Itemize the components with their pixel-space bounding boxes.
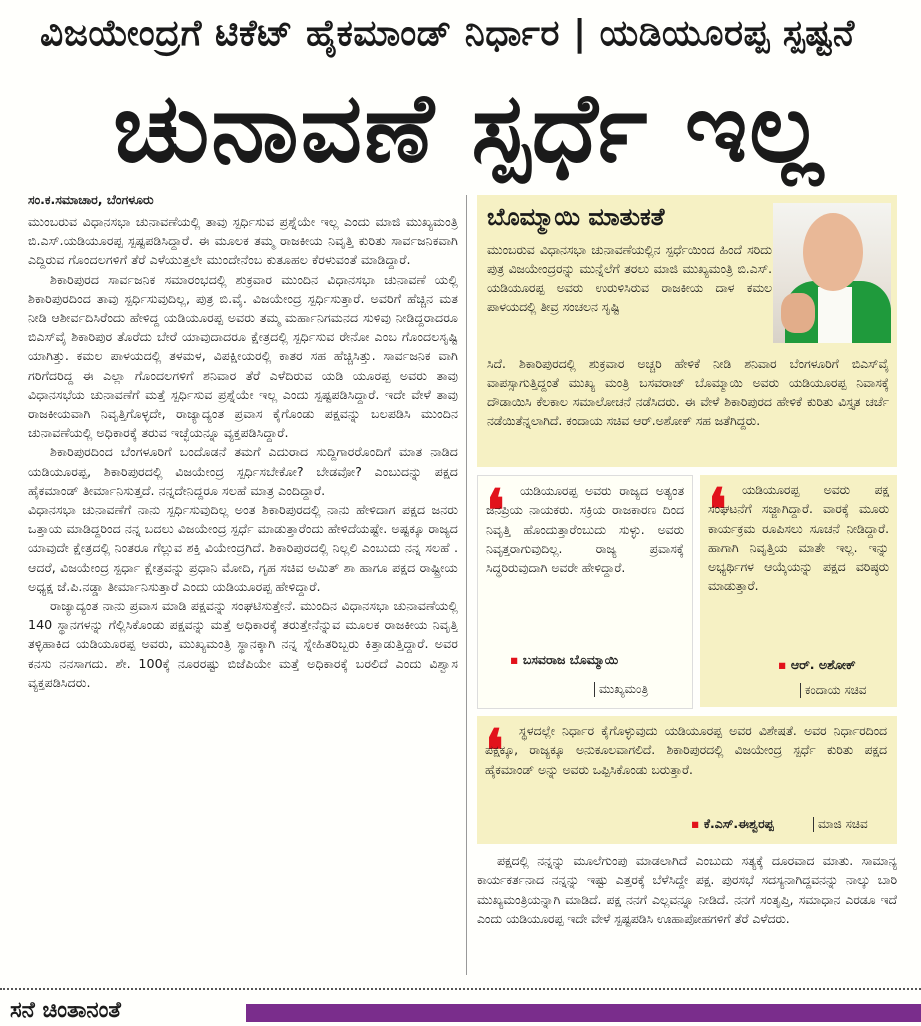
quote-box-ashok (700, 475, 897, 707)
story-paragraph: ರಾಜ್ಯಾದ್ಯಂತ ನಾನು ಪ್ರವಾಸ ಮಾಡಿ ಪಕ್ಷವನ್ನು ಸಂಘಟಿಸುತ್ತೇನೆ. ಮುಂದಿನ ವಿಧಾನಸಭಾ ಚುನಾವಣೆಯಲ್ಲಿ 140 ಸ್ಥಾನಗಳನ್ನು ಗೆಲ್ಲಿಸಿಕೊಂಡು ಪಕ್ಷವನ್ನು ಮತ್ತೆ ಅಧಿಕಾರಕ್ಕೆ ತರುತ್ತೇನೆನ್ನುವ ಮೂಲಕ ರಾಜಕೀಯ ನಿವೃತ್ತಿ ತಳ್ಳಿಹಾಕಿದ ಯಡಿಯೂರಪ್ಪ ಅವರು, ಮುಖ್ಯಮಂತ್ರಿ ಸ್ಥಾನಕ್ಕಾಗಿ ನನ್ನ ಸ್ನೇಹಿತರಿಬ್ಬರು ಕಿತ್ತಾಡುತ್ತಿದ್ದಾರೆ. ಅವರ ಕನಸು ನನಸಾಗದು. ಶೇ. 100ಕ್ಕೆ ನೂರರಷ್ಟು ಬಿಜೆಪಿಯೇ ಮತ್ತೆ ಅಧಿಕಾರಕ್ಕೆ ಬರಲಿದೆ ಎಂದು ವಿಶ್ವಾಸ ವ್ಯಕ್ತಪಡಿಸಿದರು. (28, 598, 458, 690)
quote-name: ಆರ್. ಅಶೋಕ್ (790, 657, 856, 672)
bullet-icon: ▪ (691, 816, 704, 831)
portrait-shirt (818, 287, 852, 343)
quote-name: ಬಸವರಾಜ ಬೊಮ್ಮಾಯಿ (522, 652, 619, 667)
quote-role: ಮಾಜಿ ಸಚಿವ (813, 817, 868, 832)
quote-text: ಯಡಿಯೂರಪ್ಪ ಅವರು ರಾಜ್ಯದ ಅತ್ಯಂತ ಜನಪ್ರಿಯ ನಾಯಕರು. ಸಕ್ರಿಯ ರಾಜಕಾರಣ ದಿಂದ ನಿವೃತ್ತಿ ಹೊಂದುತ್ತಾರೆಂಬುದು ಸುಳ್ಳು. ಅವರು ನಿವೃತ್ತರಾಗುವುದಿಲ್ಲ. ರಾಜ್ಯ ಪ್ರವಾಸಕ್ಕೆ ಸಿದ್ಧರಿರುವುದಾಗಿ ಅವರೇ ಹೇಳಿದ್ದಾರೆ. (486, 484, 684, 576)
sidebar-title: ಬೊಮ್ಮಾಯಿ ಮಾತುಕತೆ (487, 203, 665, 231)
column-divider (466, 195, 467, 975)
sidebar-body-bottom: ಸಿದೆ. ಶಿಕಾರಿಪುರದಲ್ಲಿ ಶುಕ್ರವಾರ ಅಚ್ಚರಿ ಹೇಳಿಕೆ ನೀಡಿ ಶನಿವಾರ ಬೆಂಗಳೂರಿಗೆ ಬಿಎಸ್‌ವೈ ವಾಪಸ್ಸಾಗುತ್ತಿದ್ದಂತೆ ಮುಖ್ಯ ಮಂತ್ರಿ ಬಸವರಾಜ್ ಬೊಮ್ಮಾಯಿ ಅವರು ಯಡಿಯೂರಪ್ಪ ನಿವಾಸಕ್ಕೆ ದೌಡಾಯಿಸಿ ಕೆಲಕಾಲ ಸಮಾಲೋಚನೆ ನಡೆಸಿದರು. ಈ ವೇಳೆ ಶಿಕಾರಿಪುರದ ಹೇಳಿಕೆ ಕುರಿತು ವಿಸ್ತೃತ ಚರ್ಚೆ ನಡೆಯಿತೆನ್ನಲಾಗಿದೆ. ಕಂದಾಯ ಸಚಿವ ಆರ್.ಅಶೋಕ್ ಸಹ ಜತೆಗಿದ್ದರು. (487, 357, 889, 428)
main-headline: ಚುನಾವಣೆ ಸ್ಪರ್ಧೆ ಇಲ್ಲ (113, 72, 825, 184)
quote-name: ಕೆ.ಎಸ್.ಈಶ್ವರಪ್ಪ (703, 816, 774, 831)
section-divider (0, 988, 921, 990)
story-paragraph: ವಿಧಾನಸಭಾ ಚುನಾವಣೆಗೆ ನಾನು ಸ್ಪರ್ಧಿಸುವುದಿಲ್ಲ ಅಂತ ಶಿಕಾರಿಪುರದಲ್ಲಿ ನಾನು ಹೇಳಿದಾಗ ಪಕ್ಷದ ಜನರು ಒತ್ತಾಯ ಮಾಡಿದ್ದರಿಂದ ನನ್ನ ಬದಲು ವಿಜಯೇಂದ್ರ ಸ್ಪರ್ಧೆ ಮಾಡುತ್ತಾರೆಂದು ಹೇಳಿದೆಯಷ್ಟೇ. ಅಷ್ಟಕ್ಕೂ ರಾಜ್ಯದ ಯಾವುದೇ ಕ್ಷೇತ್ರದಲ್ಲಿ ನಿಂತರೂ ಗೆಲ್ಲುವ ಶಕ್ತಿ ವಿಯೇಂದ್ರಗಿದೆ. ಶಿಕಾರಿಪುರದಲ್ಲಿ ನಿಲ್ಲಲಿ ಎಂಬುದು ನನ್ನ ಸಲಹೆ . ಆದರೆ, ವಿಜಯೇಂದ್ರ ಸ್ಪರ್ಧಾ ಕ್ಷೇತ್ರವನ್ನು ಪ್ರಧಾನಿ ಮೋದಿ, ಗೃಹ ಸಚಿವ ಅಮಿತ್ ಶಾ ಹಾಗೂ ಪಕ್ಷದ ರಾಷ್ಟ್ರೀಯ ಅಧ್ಯಕ್ಷ ಜೆ.ಪಿ.ನಡ್ಡಾ ತೀರ್ಮಾನಿಸುತ್ತಾರೆ ಎಂದು ಯಡಿಯೂರಪ್ಪ ಹೇಳಿದ್ದಾರೆ. (28, 502, 458, 594)
story-paragraph: ಶಿಕಾರಿಪುರದ ಸಾರ್ವಜನಿಕ ಸಮಾರಂಭದಲ್ಲಿ ಶುಕ್ರವಾರ ಮುಂದಿನ ವಿಧಾನಸಭಾ ಚುನಾವಣೆ ಯಲ್ಲಿ ಶಿಕಾರಿಪುರದಿಂದ ತಾವು ಸ್ಪರ್ಧಿಸುವುದಿಲ್ಲ, ಪುತ್ರ ಬಿ.ವೈ. ವಿಜಯೇಂದ್ರ ಸ್ಪರ್ಧಿಸುತ್ತಾರೆ. ಅವರಿಗೆ ಹೆಚ್ಚಿನ ಮತ ನೀಡಿ ಆಶೀರ್ವದಿಸಿರೆಂದು ಹೇಳಿದ್ದ ಯಡಿಯೂರಪ್ಪ ಅವರು ತಮ್ಮ ಮರ್ಹಾನಿಗಮನದ ಸುಳಿವು ನೀಡಿದ್ದರಾದರೂ ಬಿಎಸ್‌ವೈ ಶಿಕಾರಿಪುರ ತೊರೆದು ಬೇರೆ ಯಾವುದಾದರೂ ಕ್ಷೇತ್ರದಲ್ಲಿ ಸ್ಪರ್ಧಿಸುವ ರೇನೋ ಎಂಬ ಗೊಂದಲಸೃಷ್ಟಿ ಯಾಗಿತ್ತು. ಕಮಲ ಪಾಳಯದಲ್ಲಿ ತಳಮಳ, ವಿಪಕ್ಷೀಯರಲ್ಲಿ ಕಾತರ ಸಹ ಹೆಚ್ಚಿಸಿತ್ತು. ಸಾರ್ವಜನಿಕ ವಾಗಿ ಗರಿಗೆದರಿದ್ದ ಈ ಎಲ್ಲಾ ಗೊಂದಲಗಳಿಗೆ ಶನಿವಾರ ತೆರೆ ಎಳೆದಿರುವ ಯಡಿ ಯೂರಪ್ಪ ಅವರು ತಾವು ವಿಧಾನಸಭೆಯ ಚುನಾವಣೆಗೆ ಮತ್ತೆ ಸ್ಪರ್ಧಿಸುವ ಪ್ರಶ್ನೆಯೇ ಇಲ್ಲ ಎಂದು ಸ್ಪಷ್ಟಪಡಿಸಿದ್ದಾರೆ. ಇದೇ ವೇಳೆ ತಾವು ರಾಜಕೀಯವಾಗಿ ನಿವೃತ್ತಿಗೊಳ್ಳದೇ, ರಾಜ್ಯಾದ್ಯಂತ ಪ್ರವಾಸ ಕೈಗೊಂಡು ಪಕ್ಷವನ್ನು ಬಲಪಡಿಸಿ ಮುಂದಿನ ಚುನಾವಣೆಯಲ್ಲಿ ಅಧಿಕಾರಕ್ಕೆ ತರುವ ಇಚ್ಛೆಯನ್ನೂ ವ್ಯಕ್ತಪಡಿಸಿದ್ದಾರೆ. (28, 271, 458, 441)
quote-mark-icon: ❛ (708, 476, 727, 544)
quote-mark-icon: ❛ (485, 717, 504, 785)
sidebar-box (477, 195, 897, 467)
dateline: ಸಂ.ಕ.ಸಮಾಚಾರ, ಬೆಂಗಳೂರು (28, 192, 154, 207)
quote-role: ಮುಖ್ಯಮಂತ್ರಿ (594, 682, 648, 697)
quote-text: ಯಡಿಯೂರಪ್ಪ ಅವರು ಪಕ್ಷ ಸಂಘಟನೆಗೆ ಸಜ್ಜಾಗಿದ್ದಾರೆ. ವಾರಕ್ಕೆ ಮೂರು ಕಾರ್ಯಕ್ರಮ ರೂಪಿಸಲು ಸೂಚನೆ ನೀಡಿದ್ದಾರೆ. ಹಾಗಾಗಿ ನಿವೃತ್ತಿಯ ಮಾತೇ ಇಲ್ಲ. ಇನ್ನು ಅಭ್ಯರ್ಥಿಗಳ ಆಯ್ಕೆಯನ್ನು ಪಕ್ಷದ ವರಿಷ್ಠರು ಮಾಡುತ್ತಾರೆ. (708, 483, 889, 594)
quote-box-eshwarappa (477, 716, 897, 844)
portrait-photo (773, 203, 891, 343)
bullet-icon: ▪ (510, 652, 523, 667)
quote-attribution (510, 652, 618, 668)
quote-mark-icon: ❛ (486, 477, 505, 545)
portrait-face (803, 213, 863, 291)
quote-attribution (778, 657, 856, 673)
portrait-hands (781, 293, 815, 333)
story-paragraph: ಶಿಕಾರಿಪುರದಿಂದ ಬೆಂಗಳೂರಿಗೆ ಬಂದೊಡನೆ ತಮಗೆ ಎದುರಾದ ಸುದ್ದಿಗಾರರೊಂದಿಗೆ ಮಾತ ನಾಡಿದ ಯಡಿಯೂರಪ್ಪ, ಶಿಕಾರಿಪುರದಲ್ಲಿ ವಿಜಯೇಂದ್ರ ಸ್ಪರ್ಧಿಸಬೇಕೋ? ಬೇಡವೋ? ಎಂಬುದನ್ನು ಪಕ್ಷದ ಹೈಕಮಾಂಡ್ ತೀರ್ಮಾನಿಸುತ್ತದೆ. ನನ್ನದೇನಿದ್ದರೂ ಸಲಹೆ ಮಾತ್ರ ಎಂದಿದ್ದಾರೆ. (28, 444, 458, 498)
next-story-banner (246, 1004, 921, 1022)
main-story (28, 190, 458, 970)
bullet-icon: ▪ (778, 657, 791, 672)
kicker-headline: ವಿಜಯೇಂದ್ರಗೆ ಟಿಕೆಟ್ ಹೈಕಮಾಂಡ್ ನಿರ್ಧಾರ | ಯಡಿಯೂರಪ್ಪ ಸ್ಪಷ್ಟನೆ (40, 13, 855, 54)
sidebar-body-top: ಮುಂಬರುವ ವಿಧಾನಸಭಾ ಚುನಾವಣೆಯಲ್ಲಿನ ಸ್ಪರ್ಧೆಯಿಂದ ಹಿಂದೆ ಸರಿದು ಪುತ್ರ ವಿಜಯೇಂದ್ರರನ್ನು ಮುನ್ನೆಲೆಗೆ ತರಲು ಮಾಜಿ ಮುಖ್ಯಮಂತ್ರಿ ಬಿ.ಎಸ್. ಯಡಿಯೂರಪ್ಪ ಅವರು ಉರುಳಿಸಿರುವ ರಾಜಕೀಯ ದಾಳ ಕಮಲ ಪಾಳಯದಲ್ಲಿ ತೀವ್ರ ಸಂಚಲನ ಸೃಷ್ಟಿ (487, 243, 772, 314)
bottom-note-text: ಪಕ್ಷದಲ್ಲಿ ನನ್ನನ್ನು ಮೂಲೆಗುಂಪು ಮಾಡಲಾಗಿದೆ ಎಂಬುದು ಸತ್ಯಕ್ಕೆ ದೂರವಾದ ಮಾತು. ಸಾಮಾನ್ಯ ಕಾರ್ಯಕರ್ತನಾದ ನನ್ನನ್ನು ಇಷ್ಟು ಎತ್ತರಕ್ಕೆ ಬೆಳೆಸಿದ್ದೇ ಪಕ್ಷ. ಪುರಸಭೆ ಸದಸ್ಯನಾಗಿದ್ದವನನ್ನು ನಾಲ್ಕು ಬಾರಿ ಮುಖ್ಯಮಂತ್ರಿಯನ್ನಾಗಿ ಮಾಡಿದೆ. ಪಕ್ಷ ನನಗೆ ಎಲ್ಲವನ್ನೂ ನೀಡಿದೆ. ನನಗೆ ಸಂತೃಪ್ತಿ, ಸಮಾಧಾನ ಎರಡೂ ಇದೆ ಎಂದು ಯಡಿಯೂರಪ್ಪ ಇದೇ ವೇಳೆ ಸ್ಪಷ್ಟಪಡಿಸಿ ಊಹಾಪೋಹಗಳಿಗೆ ತೆರೆ ಎಳೆದರು. (477, 854, 897, 927)
bottom-note (477, 852, 897, 970)
quote-attribution (691, 816, 774, 832)
quote-box-bommai (477, 475, 693, 709)
quote-text: ಸ್ಥಳದಲ್ಲೇ ನಿರ್ಧಾರ ಕೈಗೊಳ್ಳುವುದು ಯಡಿಯೂರಪ್ಪ ಅವರ ವಿಶೇಷತೆ. ಅವರ ನಿರ್ಧಾರದಿಂದ ಪಕ್ಷಕ್ಕೂ, ರಾಜ್ಯಕ್ಕೂ ಅನುಕೂಲವಾಗಲಿದೆ. ಶಿಕಾರಿಪುರದಲ್ಲಿ ವಿಜಯೇಂದ್ರ ಸ್ಪರ್ಧೆ ಕುರಿತು ಪಕ್ಷದ ಹೈಕಮಾಂಡ್ ಅನ್ನು ಅವರು ಒಪ್ಪಿಸಿಕೊಂಡು ಬರುತ್ತಾರೆ. (485, 724, 888, 777)
story-paragraph: ಮುಂಬರುವ ವಿಧಾನಸಭಾ ಚುನಾವಣೆಯಲ್ಲಿ ತಾವು ಸ್ಪರ್ಧಿಸುವ ಪ್ರಶ್ನೆಯೇ ಇಲ್ಲ ಎಂದು ಮಾಜಿ ಮುಖ್ಯಮಂತ್ರಿ ಬಿ.ಎಸ್.ಯಡಿಯೂರಪ್ಪ ಸ್ಪಷ್ಟಪಡಿಸಿದ್ದಾರೆ. ಈ ಮೂಲಕ ತಮ್ಮ ರಾಜಕೀಯ ನಿವೃತ್ತಿ ಕುರಿತು ಸಾರ್ವಜನಿಕವಾಗಿ ಎದ್ದಿರುವ ಗೊಂದಲಗಳಿಗೆ ತೆರೆ ಎಳೆಯುತ್ತಲೇ ಮುಂದೇನೆಂಬ ಕುತೂಹಲ ಕೆರಳುವಂತೆ ಮಾಡಿದ್ದಾರೆ. (28, 214, 458, 268)
next-story-fragment: ಸನೆ ಚಿಂತಾನಂತೆ (10, 998, 121, 1023)
quote-role: ಕಂದಾಯ ಸಚಿವ (800, 683, 867, 698)
